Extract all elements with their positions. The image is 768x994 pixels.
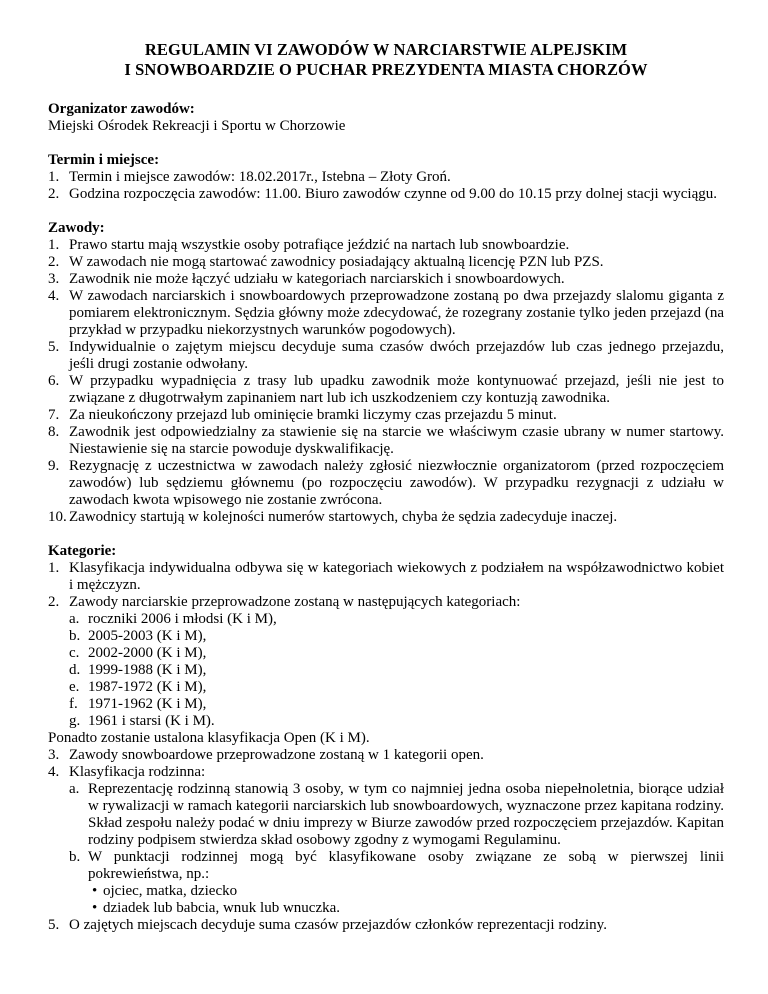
kinship-bullet-list [48,883,724,917]
categories-heading: Kategorie: [48,543,117,559]
rules-heading: Zawody: [48,220,105,236]
organizer-section [48,101,724,135]
list-item: • dziadek lub babcia, wnuk lub wnuczka. [92,900,341,916]
list-item: a. Reprezentację rodzinną stanowią 3 osoby, w tym co najmniej jedna osoba niepełnoletnia, biorące udział w rywalizacji w ramach kategorii narciarskich lub snowboardowych, wyznaczone przez kapitana rodziny. Skład zespołu należy podać w dniu imprezy w Biurze zawodów przed rozpoczęciem przejazdów. Kapitan rodziny podpisem stwierdza skład osobowy zgodny z wymogami Regulaminu. [69,781,724,848]
list-item: 4. W zawodach narciarskich i snowboardowych przeprowadzone zostaną po dwa przejazdy slalomu giganta z pomiarem elektronicznym. Sędzia główny może zdecydować, że rozegrany zostanie tylko jeden przejazd (na przykład w przypadku niekorzystnych warunków pogodowych). [48,288,724,338]
term-section [48,152,724,203]
list-item: 7. Za nieukończony przejazd lub ominięcie bramki liczymy czas przejazdu 5 minut. [48,407,557,423]
list-item: e. 1987-1972 (K i M), [69,679,207,695]
term-list [48,169,724,203]
list-item: 1. Klasyfikacja indywidualna odbywa się w kategoriach wiekowych z podziałem na współzawodnictwo kobiet i mężczyzn. [48,560,724,593]
rules-section [48,220,724,526]
list-item: d. 1999-1988 (K i M), [69,662,207,678]
document-page [48,40,724,951]
list-item: g. 1961 i starsi (K i M). [69,713,215,729]
list-item: b. W punktacji rodzinnej mogą być klasyfikowane osoby związane ze sobą w pierwszej linii pokrewieństwa, np.: [69,849,724,882]
list-item: 8. Zawodnik jest odpowiedzialny za stawienie się na starcie we właściwym czasie ubrany w numer startowy. Niestawienie się na starcie powoduje dyskwalifikację. [48,424,724,457]
organizer-heading: Organizator zawodów: [48,101,195,117]
categories-section [48,543,724,934]
list-item: 5. Indywidualnie o zajętym miejscu decyduje suma czasów dwóch przejazdów lub czas jednego przejazdu, jeśli drugi zostanie odwołany. [48,339,724,372]
list-item: 6. W przypadku wypadnięcia z trasy lub upadku zawodnik może kontynuować przejazd, jeśli nie jest to związane z długotrwałym zapinaniem nart lub ich uszkodzeniem czy kontuzją zawodnika. [48,373,724,406]
term-heading: Termin i miejsce: [48,152,160,168]
ski-categories-list [48,611,724,730]
document-title [48,40,724,80]
list-item: b. 2005-2003 (K i M), [69,628,207,644]
list-item: 3. Zawodnik nie może łączyć udziału w kategoriach narciarskich i snowboardowych. [48,271,565,287]
open-classification-note: Ponadto zostanie ustalona klasyfikacja Open (K i M). [48,730,370,746]
list-item: 2. Godzina rozpoczęcia zawodów: 11.00. Biuro zawodów czynne od 9.00 do 10.15 przy dolnej stacji wyciągu. [48,186,718,202]
list-item: 9. Rezygnację z uczestnictwa w zawodach należy zgłosić niezwłocznie organizatorom (przed rozpoczęciem zawodów) lub sędziemu głównemu (po rozpoczęciu zawodów). W przypadku rezygnacji z udziału w zawodach kwota wpisowego nie zostanie zwrócona. [48,458,724,508]
list-item: 5. O zajętych miejscach decyduje suma czasów przejazdów członków reprezentacji rodziny. [48,917,607,933]
list-item: 1. Prawo startu mają wszystkie osoby potrafiące jeździć na nartach lub snowboardzie. [48,237,570,253]
categories-list [48,560,724,611]
bullet-icon: • [92,883,98,899]
list-item: c. 2002-2000 (K i M), [69,645,207,661]
organizer-text: Miejski Ośrodek Rekreacji i Sportu w Chorzowie [48,118,346,134]
list-item: a. roczniki 2006 i młodsi (K i M), [69,611,277,627]
list-item: 10. Zawodnicy startują w kolejności numerów startowych, chyba że sędzia zadecyduje inaczej. [48,509,618,525]
bullet-icon: • [92,900,98,916]
title-line-1: REGULAMIN VI ZAWODÓW W NARCIARSTWIE ALPEJSKIM [144,40,628,59]
list-item: • ojciec, matka, dziecko [92,883,238,899]
list-item: 2. Zawody narciarskie przeprowadzone zostaną w następujących kategoriach: [48,594,521,610]
list-item: 4. Klasyfikacja rodzinna: [48,764,206,780]
list-item: f. 1971-1962 (K i M), [69,696,207,712]
title-line-2: I SNOWBOARDZIE O PUCHAR PREZYDENTA MIASTA CHORZÓW [124,60,648,79]
list-item: 2. W zawodach nie mogą startować zawodnicy posiadający aktualną licencję PZN lub PZS. [48,254,604,270]
rules-list [48,237,724,526]
list-item: 3. Zawody snowboardowe przeprowadzone zostaną w 1 kategorii open. [48,747,484,763]
list-item: 1. Termin i miejsce zawodów: 18.02.2017r., Istebna – Złoty Groń. [48,169,451,185]
categories-list-end [48,917,724,934]
categories-list-cont [48,747,724,781]
family-classification-list [48,781,724,883]
